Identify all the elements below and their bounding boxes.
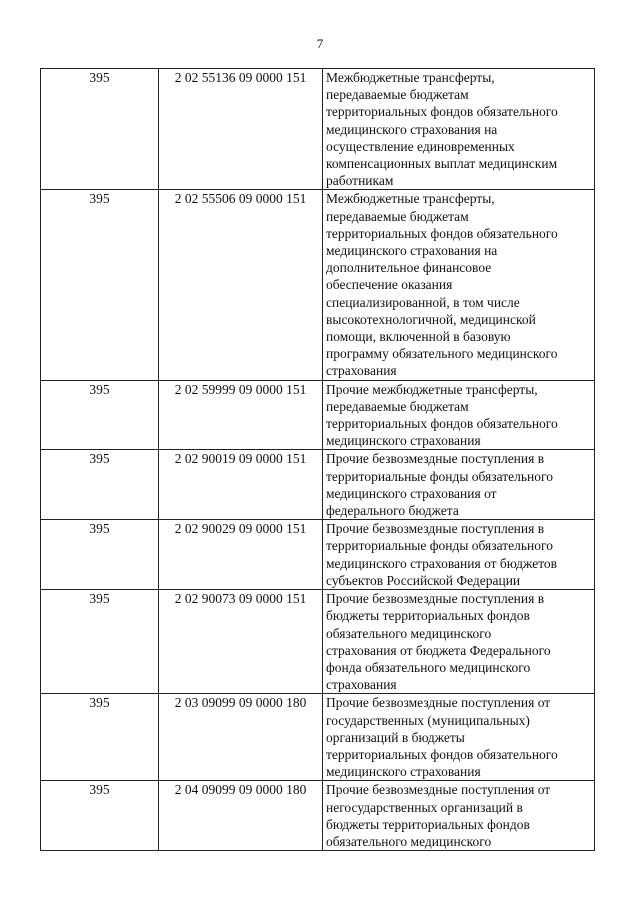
description-cell: Межбюджетные трансферты, передаваемые бюджетам территориальных фондов обязательного медицинского страхования на дополнительное финансовое обеспечение оказания специализированной, в том числе высокотехнологичной, медицинской помощи, включенной в базовую программу обязательного медицинского страхования: [323, 190, 595, 380]
description-cell: Межбюджетные трансферты, передаваемые бюджетам территориальных фондов обязательного медицинского страхования на осуществление единовременных компенсационных выплат медицинским работникам: [323, 69, 595, 190]
description-cell: Прочие межбюджетные трансферты, передаваемые бюджетам территориальных фондов обязательного медицинского страхования: [323, 380, 595, 450]
description-cell: Прочие безвозмездные поступления в территориальные фонды обязательного медицинского страхования от бюджетов субъектов Российской Федерации: [323, 520, 595, 590]
revenue-code-cell: 2 04 09099 09 0000 180: [159, 781, 323, 851]
admin-code-cell: 395: [41, 694, 159, 781]
table-row: [41, 694, 595, 781]
table-row: [41, 450, 595, 520]
table-row: [41, 380, 595, 450]
revenue-code-cell: 2 03 09099 09 0000 180: [159, 694, 323, 781]
admin-code-cell: 395: [41, 69, 159, 190]
table-row: [41, 590, 595, 694]
revenue-code-cell: 2 02 55506 09 0000 151: [159, 190, 323, 380]
table-body: [41, 69, 595, 851]
revenue-code-cell: 2 02 55136 09 0000 151: [159, 69, 323, 190]
description-cell: Прочие безвозмездные поступления от негосударственных организаций в бюджеты территориальных фондов обязательного медицинского: [323, 781, 595, 851]
description-cell: Прочие безвозмездные поступления в территориальные фонды обязательного медицинского страхования от федерального бюджета: [323, 450, 595, 520]
budget-codes-table: [40, 68, 595, 851]
revenue-code-cell: 2 02 90029 09 0000 151: [159, 520, 323, 590]
table-row: [41, 69, 595, 190]
page-number: 7: [316, 36, 324, 51]
table-row: [41, 190, 595, 380]
admin-code-cell: 395: [41, 520, 159, 590]
revenue-code-cell: 2 02 59999 09 0000 151: [159, 380, 323, 450]
admin-code-cell: 395: [41, 380, 159, 450]
admin-code-cell: 395: [41, 190, 159, 380]
revenue-code-cell: 2 02 90019 09 0000 151: [159, 450, 323, 520]
admin-code-cell: 395: [41, 781, 159, 851]
description-cell: Прочие безвозмездные поступления от государственных (муниципальных) организаций в бюджеты территориальных фондов обязательного медицинского страхования: [323, 694, 595, 781]
revenue-code-cell: 2 02 90073 09 0000 151: [159, 590, 323, 694]
table-row: [41, 520, 595, 590]
admin-code-cell: 395: [41, 450, 159, 520]
table-row: [41, 781, 595, 851]
description-cell: Прочие безвозмездные поступления в бюджеты территориальных фондов обязательного медицинского страхования от бюджета Федерального фонда обязательного медицинского страхования: [323, 590, 595, 694]
admin-code-cell: 395: [41, 590, 159, 694]
